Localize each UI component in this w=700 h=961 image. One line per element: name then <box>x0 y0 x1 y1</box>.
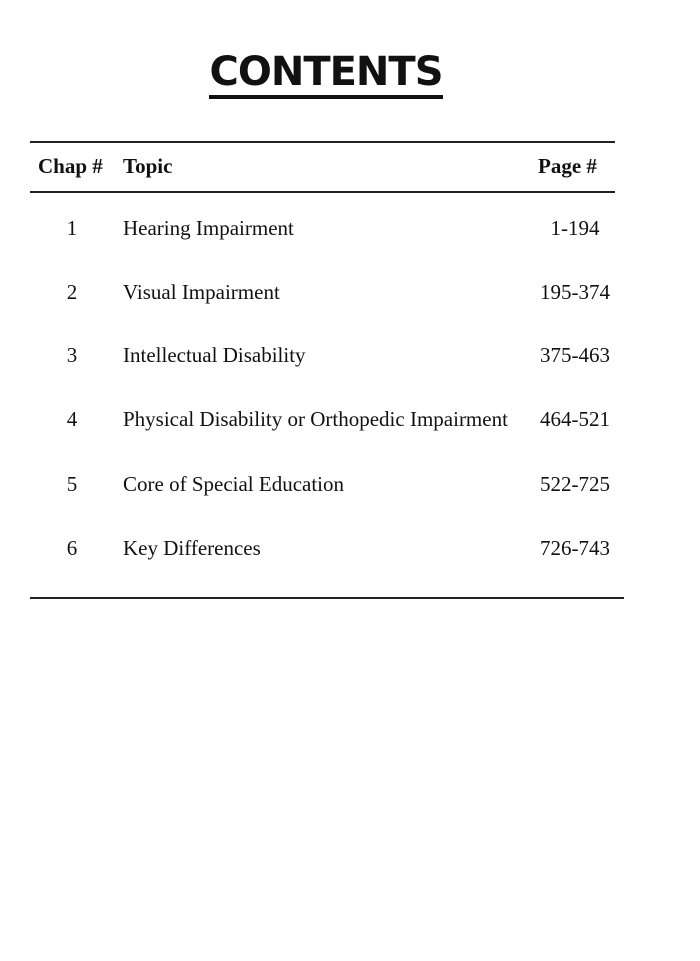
column-header-topic: Topic <box>123 154 173 178</box>
toc-row <box>0 213 700 243</box>
header-bottom-rule <box>30 191 615 193</box>
chapter-pages: 726-743 <box>540 536 610 560</box>
toc-row <box>0 277 700 307</box>
page-title-text: CONTENTS <box>209 52 442 99</box>
chapter-topic: Hearing Impairment <box>123 216 294 240</box>
header-top-rule <box>30 141 615 143</box>
chapter-topic: Intellectual Disability <box>123 343 306 367</box>
chapter-pages: 1-194 <box>550 216 600 240</box>
chapter-number: 4 <box>66 407 78 431</box>
toc-row <box>0 469 700 499</box>
chapter-number: 3 <box>66 343 78 367</box>
chapter-number: 5 <box>66 472 78 496</box>
chapter-number: 1 <box>66 216 78 240</box>
chapter-number: 6 <box>66 536 78 560</box>
chapter-pages: 464-521 <box>540 407 610 431</box>
page-title <box>0 49 652 99</box>
table-bottom-rule <box>30 597 624 599</box>
chapter-topic: Key Differences <box>123 536 261 560</box>
chapter-pages: 522-725 <box>540 472 610 496</box>
toc-row <box>0 340 700 370</box>
chapter-pages: 375-463 <box>540 343 610 367</box>
toc-row <box>0 404 700 434</box>
chapter-topic: Visual Impairment <box>123 280 280 304</box>
toc-row <box>0 533 700 563</box>
column-header-page: Page # <box>538 154 597 178</box>
column-header-chapter: Chap # <box>38 154 103 178</box>
chapter-number: 2 <box>66 280 78 304</box>
chapter-pages: 195-374 <box>540 280 610 304</box>
chapter-topic: Physical Disability or Orthopedic Impairment <box>123 407 508 431</box>
chapter-topic: Core of Special Education <box>123 472 345 496</box>
